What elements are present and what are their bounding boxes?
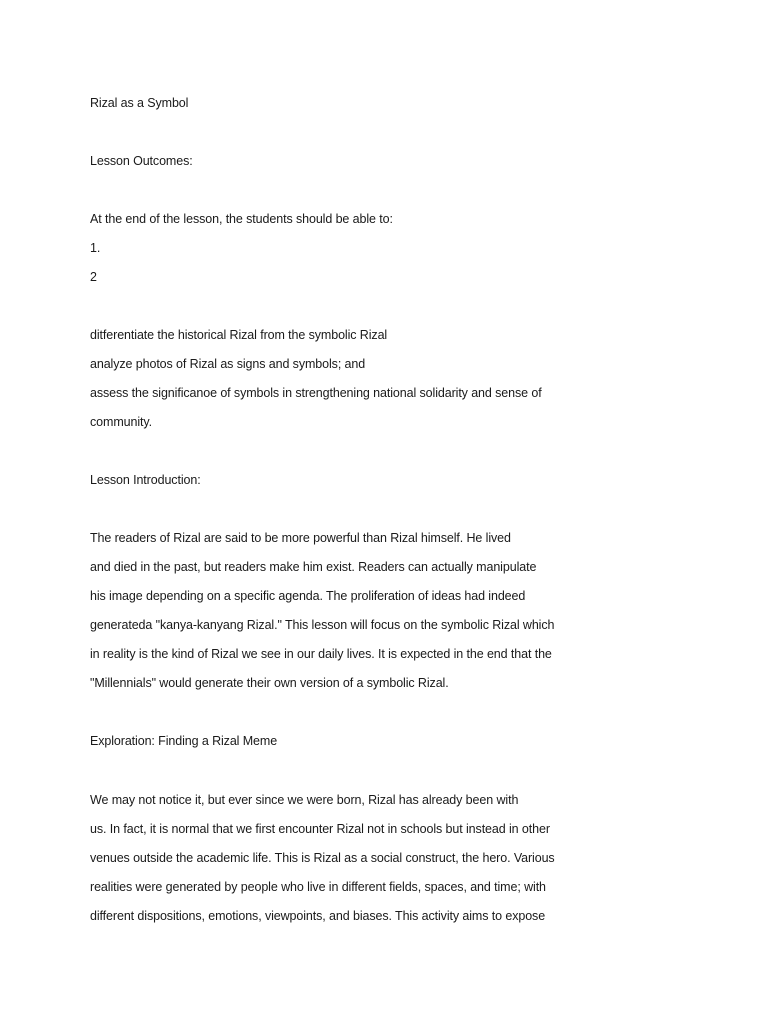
outcome-number-2: 2 <box>90 270 97 284</box>
outcome-item: assess the significanoe of symbols in strengthening national solidarity and sense of <box>90 386 542 400</box>
outcome-item-continuation: community. <box>90 415 152 429</box>
exploration-line: different dispositions, emotions, viewpoints, and biases. This activity aims to expose <box>90 909 546 923</box>
outcome-number-1: 1. <box>90 241 101 255</box>
outcomes-heading: Lesson Outcomes: <box>90 154 193 168</box>
exploration-heading: Exploration: Finding a Rizal Meme <box>90 734 278 748</box>
outcome-item: analyze photos of Rizal as signs and symbols; and <box>90 357 366 371</box>
introduction-line: and died in the past, but readers make him exist. Readers can actually manipulate <box>90 560 537 574</box>
introduction-heading: Lesson Introduction: <box>90 473 201 487</box>
introduction-line: "Millennials" would generate their own version of a symbolic Rizal. <box>90 676 449 690</box>
exploration-line: We may not notice it, but ever since we were born, Rizal has already been with <box>90 793 519 807</box>
exploration-line: venues outside the academic life. This is Rizal as a social construct, the hero. Various <box>90 851 555 865</box>
introduction-line: his image depending on a specific agenda. The proliferation of ideas had indeed <box>90 589 526 603</box>
introduction-line: The readers of Rizal are said to be more powerful than Rizal himself. He lived <box>90 531 511 545</box>
exploration-line: us. In fact, it is normal that we first encounter Rizal not in schools but instead in other <box>90 822 550 836</box>
outcome-item: ditferentiate the historical Rizal from the symbolic Rizal <box>90 328 388 342</box>
document-title: Rizal as a Symbol <box>90 96 189 110</box>
introduction-line: generateda "kanya-kanyang Rizal." This lesson will focus on the symbolic Rizal which <box>90 618 555 632</box>
introduction-line: in reality is the kind of Rizal we see in our daily lives. It is expected in the end that the <box>90 647 552 661</box>
outcomes-intro: At the end of the lesson, the students should be able to: <box>90 212 393 226</box>
exploration-line: realities were generated by people who live in different fields, spaces, and time; with <box>90 880 546 894</box>
